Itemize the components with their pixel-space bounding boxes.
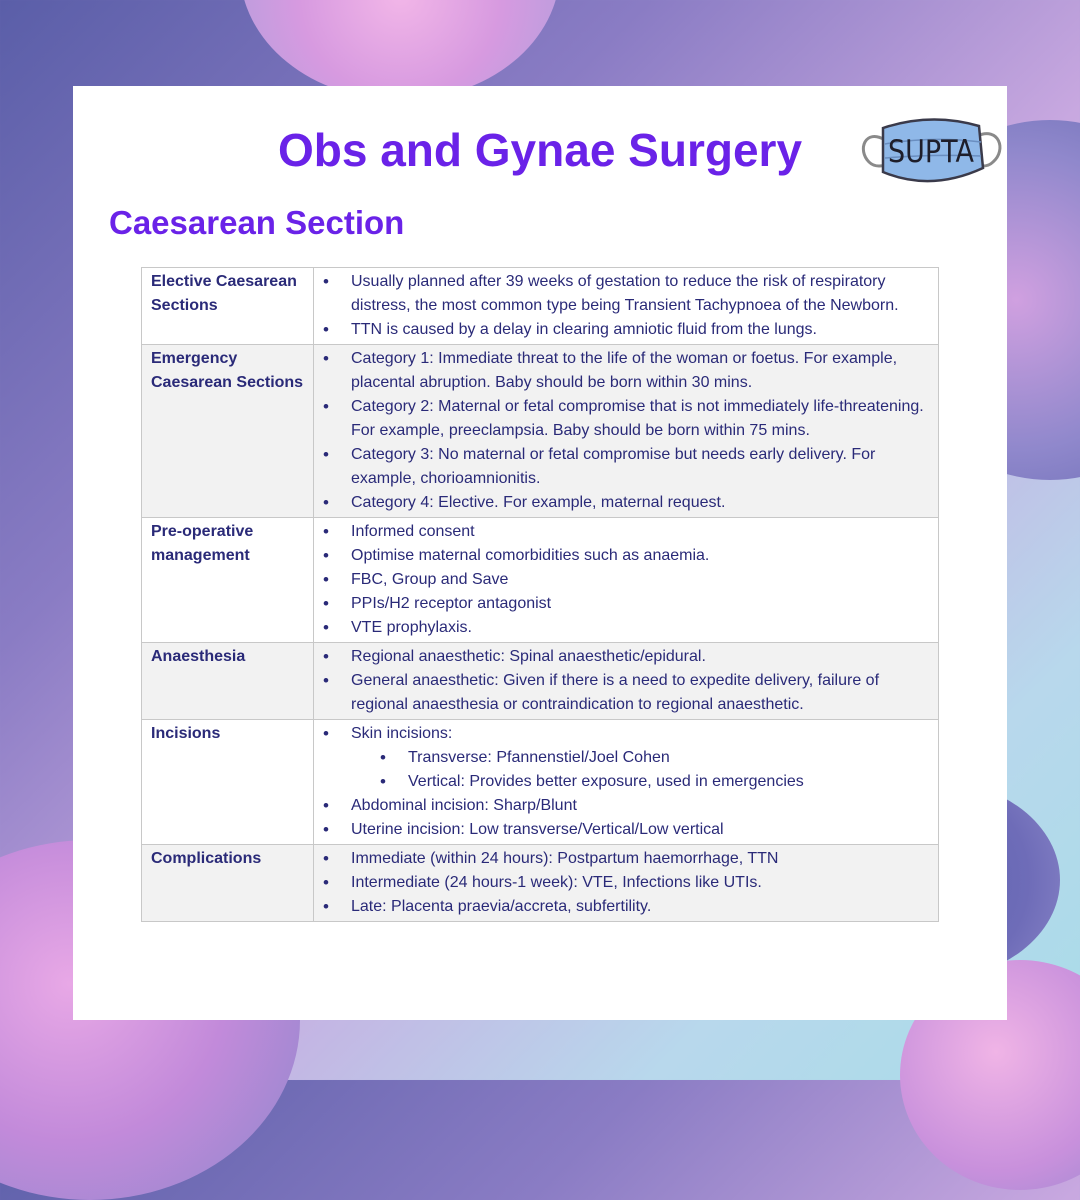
section-title: Caesarean Section [109, 204, 405, 241]
row-header: Pre-operative management [142, 518, 314, 643]
bullet-list [314, 645, 930, 717]
list-item: • Category 4: Elective. For example, maternal request. [314, 491, 930, 515]
table-row [142, 845, 939, 922]
table-row [142, 643, 939, 720]
list-item: • Informed consent [314, 520, 930, 544]
background-blob [240, 0, 560, 100]
list-item: • Regional anaesthetic: Spinal anaesthetic/epidural. [314, 645, 930, 669]
row-content [314, 345, 939, 518]
row-header: Elective Caesarean Sections [142, 268, 314, 345]
face-mask-icon [855, 110, 1007, 190]
row-header: Anaesthesia [142, 643, 314, 720]
row-header: Complications [142, 845, 314, 922]
row-content [314, 518, 939, 643]
list-item: • Uterine incision: Low transverse/Vertical/Low vertical [314, 818, 930, 842]
table-row [142, 518, 939, 643]
row-header: Emergency Caesarean Sections [142, 345, 314, 518]
bullet-list [314, 347, 930, 515]
list-item: • FBC, Group and Save [314, 568, 930, 592]
list-item: • PPIs/H2 receptor antagonist [314, 592, 930, 616]
sub-list-item: • Vertical: Provides better exposure, used in emergencies [314, 770, 930, 794]
content-card [73, 86, 1007, 1020]
row-header: Incisions [142, 720, 314, 845]
list-item: • VTE prophylaxis. [314, 616, 930, 640]
list-item: • Immediate (within 24 hours): Postpartum haemorrhage, TTN [314, 847, 930, 871]
list-item: • Intermediate (24 hours-1 week): VTE, Infections like UTIs. [314, 871, 930, 895]
table-row [142, 345, 939, 518]
list-item: • Usually planned after 39 weeks of gestation to reduce the risk of respiratory distress, the most common type being Transient Tachypnoea of the Newborn. [314, 270, 930, 318]
list-item: • General anaesthetic: Given if there is a need to expedite delivery, failure of regional anaesthesia or contraindication to regional anaesthetic. [314, 669, 930, 717]
row-content [314, 643, 939, 720]
row-content [314, 845, 939, 922]
row-content [314, 720, 939, 845]
list-item: • Abdominal incision: Sharp/Blunt [314, 794, 930, 818]
list-item: • Category 2: Maternal or fetal compromise that is not immediately life-threatening. For example, preeclampsia. Baby should be born within 75 mins. [314, 395, 930, 443]
bullet-list [314, 847, 930, 919]
table-row [142, 720, 939, 845]
list-item: • Late: Placenta praevia/accreta, subfertility. [314, 895, 930, 919]
bullet-list [314, 520, 930, 640]
list-item: • Skin incisions: [314, 722, 930, 746]
row-content [314, 268, 939, 345]
bullet-list [314, 722, 930, 842]
list-item: • Category 3: No maternal or fetal compromise but needs early delivery. For example, chorioamnionitis. [314, 443, 930, 491]
list-item: • Category 1: Immediate threat to the life of the woman or foetus. For example, placental abruption. Baby should be born within 30 mins. [314, 347, 930, 395]
bullet-list [314, 270, 930, 342]
info-table [141, 267, 939, 922]
sub-list-item: • Transverse: Pfannenstiel/Joel Cohen [314, 746, 930, 770]
logo-text: SUPTA [888, 134, 974, 170]
list-item: • Optimise maternal comorbidities such as anaemia. [314, 544, 930, 568]
table-row [142, 268, 939, 345]
page-title: Obs and Gynae Surgery [277, 124, 803, 176]
list-item: • TTN is caused by a delay in clearing amniotic fluid from the lungs. [314, 318, 930, 342]
